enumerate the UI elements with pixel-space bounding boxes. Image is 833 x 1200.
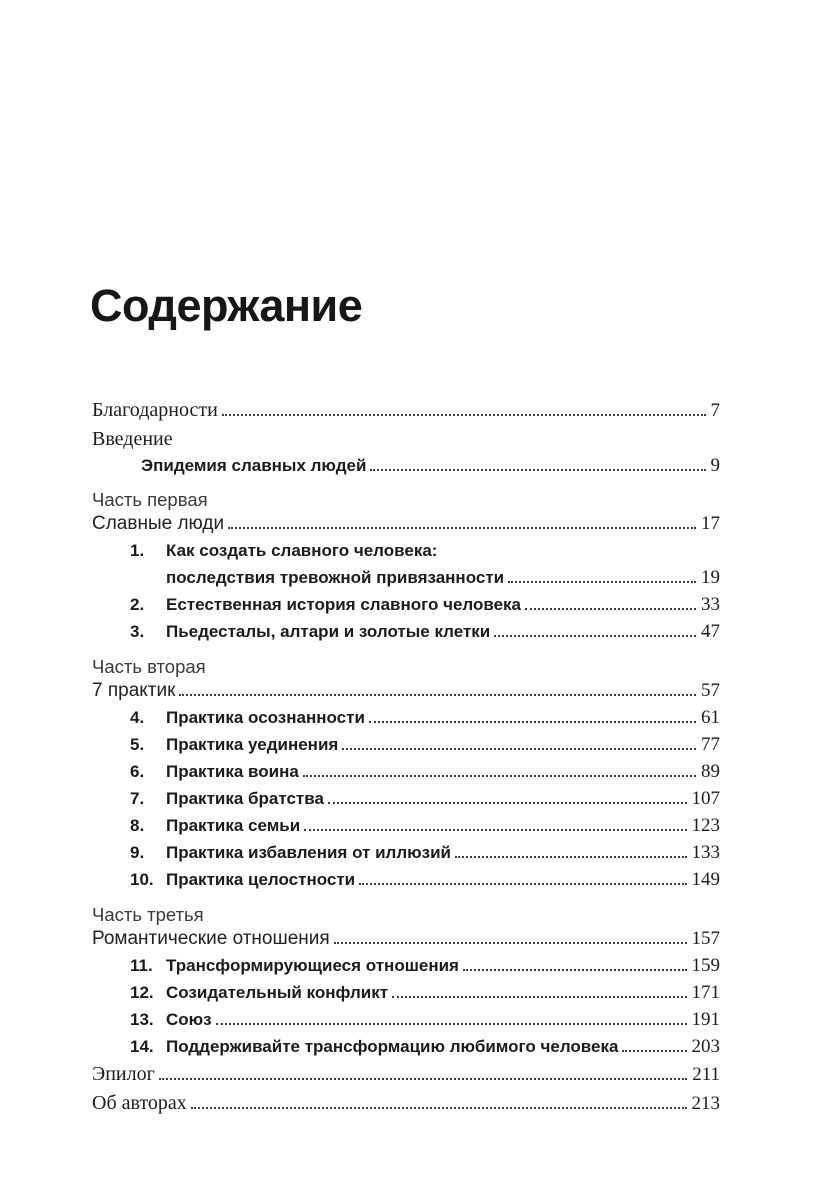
- page-number: 7: [710, 400, 720, 421]
- page-number: 159: [691, 955, 720, 976]
- toc-row: [92, 1006, 720, 1033]
- page-number: 157: [691, 928, 720, 949]
- dot-leader: [304, 827, 686, 831]
- toc-row: [92, 537, 720, 564]
- chapter-number: 8.: [130, 816, 145, 835]
- dot-leader: [369, 719, 696, 723]
- toc-entry-label: Славные люди: [92, 513, 225, 534]
- toc-row: [92, 785, 720, 812]
- toc-entry-label: Практика семьи: [166, 816, 301, 835]
- toc-row: [92, 1089, 720, 1118]
- toc-row: [92, 488, 720, 511]
- toc-entry-label: Часть вторая: [92, 656, 206, 677]
- dot-leader: [216, 1021, 687, 1025]
- page-number: 191: [691, 1009, 720, 1030]
- toc-entry-label: Эпилог: [92, 1063, 155, 1085]
- toc-row: [92, 952, 720, 979]
- dot-leader: [525, 606, 696, 610]
- toc-entry-label: 7 практик: [92, 680, 176, 701]
- dot-leader: [370, 467, 705, 471]
- toc-entry-label: Как создать славного человека:: [166, 541, 438, 560]
- chapter-number: 12.: [130, 983, 154, 1002]
- toc-entry-label: Романтические отношения: [92, 928, 330, 949]
- dot-leader: [622, 1048, 686, 1052]
- toc-row: [92, 511, 720, 537]
- toc-row: [92, 926, 720, 952]
- toc-entry-label: Введение: [92, 428, 173, 450]
- toc-entry-label: Созидательный конфликт: [166, 983, 389, 1002]
- page-number: 19: [701, 567, 720, 588]
- toc-row: [92, 731, 720, 758]
- dot-leader: [392, 994, 686, 998]
- dot-leader: [508, 579, 696, 583]
- toc-entry-label: Практика воина: [166, 762, 299, 781]
- page-number: 33: [701, 594, 720, 615]
- toc-entry-label: Союз: [166, 1010, 212, 1029]
- toc-entry-label: Эпидемия славных людей: [141, 456, 367, 475]
- page-number: 213: [691, 1093, 720, 1114]
- chapter-number: 1.: [130, 541, 145, 560]
- page-number: 61: [701, 707, 720, 728]
- chapter-number: 10.: [130, 870, 154, 889]
- toc-entry-label: Пьедесталы, алтари и золотые клетки: [166, 622, 491, 641]
- dot-leader: [328, 800, 687, 804]
- toc-row: [92, 903, 720, 926]
- toc-entry-label: Часть первая: [92, 489, 208, 510]
- chapter-number: 14.: [130, 1037, 154, 1056]
- dot-leader: [463, 967, 687, 971]
- dot-leader: [455, 854, 686, 858]
- page-number: 9: [710, 455, 720, 476]
- dot-leader: [159, 1076, 687, 1080]
- chapter-number: 9.: [130, 843, 145, 862]
- page-number: 123: [691, 815, 720, 836]
- page-number: 77: [701, 734, 720, 755]
- chapter-number: 6.: [130, 762, 145, 781]
- toc-list: [92, 396, 720, 1118]
- toc-row: [92, 1060, 720, 1089]
- page-number: 89: [701, 761, 720, 782]
- toc-row: [92, 866, 720, 893]
- page-title: Содержание: [90, 280, 363, 332]
- toc-row: [92, 453, 720, 478]
- chapter-number: 4.: [130, 708, 145, 727]
- toc-row: [92, 591, 720, 618]
- toc-row: [92, 678, 720, 704]
- chapter-number: 3.: [130, 622, 145, 641]
- toc-row: [92, 758, 720, 785]
- chapter-number: 5.: [130, 735, 145, 754]
- page-number: 133: [691, 842, 720, 863]
- toc-entry-label: Об авторах: [92, 1092, 187, 1114]
- toc-row: [92, 396, 720, 425]
- toc-row: [92, 655, 720, 678]
- dot-leader: [222, 412, 706, 416]
- page-number: 107: [691, 788, 720, 809]
- page-number: 203: [691, 1036, 720, 1057]
- toc-row: [92, 839, 720, 866]
- toc-entry-label: Естественная история славного человека: [166, 595, 522, 614]
- page-number: 211: [692, 1064, 720, 1085]
- toc-entry-label: Практика уединения: [166, 735, 339, 754]
- toc-row: [92, 979, 720, 1006]
- toc-row: [92, 564, 720, 591]
- toc-entry-label: Часть третья: [92, 904, 204, 925]
- toc-entry-label: Практика братства: [166, 789, 324, 808]
- toc-row: [92, 425, 720, 453]
- page-number: 171: [691, 982, 720, 1003]
- chapter-number: 2.: [130, 595, 145, 614]
- chapter-number: 13.: [130, 1010, 154, 1029]
- page-number: 57: [701, 680, 720, 701]
- dot-leader: [334, 940, 687, 944]
- page-number: 149: [691, 869, 720, 890]
- toc-entry-label: Трансформирующиеся отношения: [166, 956, 459, 975]
- toc-entry-label: Поддерживайте трансформацию любимого человека: [166, 1037, 619, 1056]
- toc-entry-label: Практика осознанности: [166, 708, 365, 727]
- dot-leader: [494, 633, 696, 637]
- chapter-number: 7.: [130, 789, 145, 808]
- page-number: 17: [701, 513, 720, 534]
- toc-entry-label: последствия тревожной привязанности: [166, 568, 505, 587]
- dot-leader: [191, 1105, 687, 1109]
- dot-leader: [303, 773, 696, 777]
- dot-leader: [342, 746, 696, 750]
- toc-entry-label: Благодарности: [92, 399, 218, 421]
- toc-row: [92, 812, 720, 839]
- page-number: 47: [701, 621, 720, 642]
- dot-leader: [228, 525, 696, 529]
- toc-entry-label: Практика целостности: [166, 870, 356, 889]
- toc-entry-label: Практика избавления от иллюзий: [166, 843, 452, 862]
- dot-leader: [179, 692, 696, 696]
- toc-row: [92, 1033, 720, 1060]
- chapter-number: 11.: [130, 956, 153, 975]
- dot-leader: [359, 881, 686, 885]
- toc-row: [92, 618, 720, 645]
- toc-row: [92, 704, 720, 731]
